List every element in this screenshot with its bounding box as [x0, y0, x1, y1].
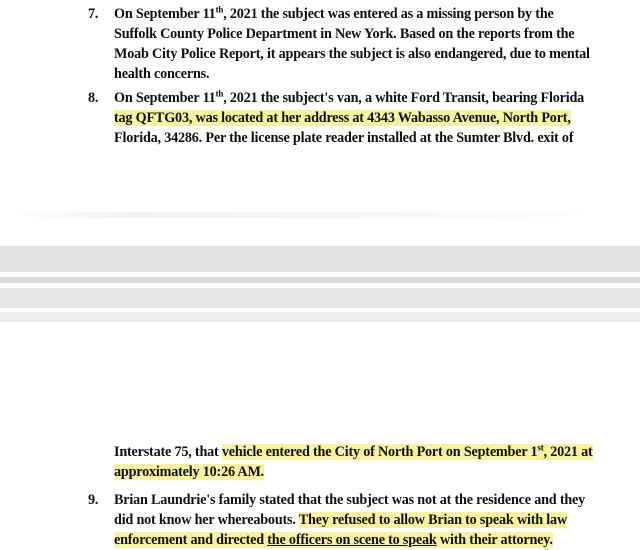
text-run: On September 11: [114, 90, 216, 106]
superscript: th: [215, 4, 224, 15]
paragraph-number: 9.: [88, 492, 99, 508]
highlighted-text: They refused to allow Brian to speak with law: [298, 512, 567, 528]
text-run: , 2021 at: [543, 444, 593, 460]
highlighted-text: [222, 444, 593, 460]
text-line: [114, 530, 634, 550]
text-line: Florida, 34286. Per the license plate reader installed at the Sumter Blvd. exit of: [114, 130, 574, 146]
text-run: Interstate 75, that: [114, 444, 222, 460]
text-run: did not know her whereabouts.: [114, 512, 299, 528]
page-break-band: [0, 288, 640, 308]
text-run: On September 11: [114, 6, 216, 22]
paragraph-body: [114, 442, 634, 482]
paragraph-body: [114, 490, 634, 550]
text-run: , 2021 the subject's van, a white Ford Transit, bearing Florida: [223, 90, 585, 106]
text-line: [114, 510, 634, 530]
text-line: Brian Laundrie's family stated that the subject was not at the residence and they: [114, 492, 586, 508]
superscript: th: [215, 88, 224, 99]
text-run: vehicle entered the City of North Port on September 1: [221, 444, 538, 460]
text-line: Suffolk County Police Department in New York. Based on the reports from the: [114, 26, 575, 42]
text-line: [114, 88, 634, 108]
paragraph-number: 7.: [88, 6, 99, 22]
highlighted-text: enforcement and directed: [114, 532, 268, 548]
highlighted-text: tag QFTG03, was located at her address at 4343 Wabasso Avenue, North Port,: [114, 110, 571, 126]
paragraph-body: [114, 4, 634, 84]
text-line: [114, 462, 634, 482]
highlighted-text: with their attorney.: [436, 532, 553, 548]
page-break-band: [0, 246, 640, 272]
text-line: [114, 442, 634, 462]
text-run: , 2021 the subject was entered as a missing person by the: [223, 6, 554, 22]
highlighted-text: approximately 10:26 AM.: [114, 464, 265, 480]
text-line: [114, 108, 634, 128]
text-line: health concerns.: [114, 66, 210, 82]
page-break-band: [0, 312, 640, 322]
page-break-band: [0, 277, 640, 283]
scan-artifact: [0, 212, 640, 218]
text-line: Moab City Police Report, it appears the subject is also endangered, due to mental: [114, 46, 590, 62]
underlined-highlighted-text: the officers on scene to speak: [267, 532, 437, 548]
text-line: [114, 4, 634, 24]
paragraph-body: [114, 88, 634, 148]
superscript: st: [537, 442, 544, 453]
paragraph-number: 8.: [88, 90, 99, 106]
